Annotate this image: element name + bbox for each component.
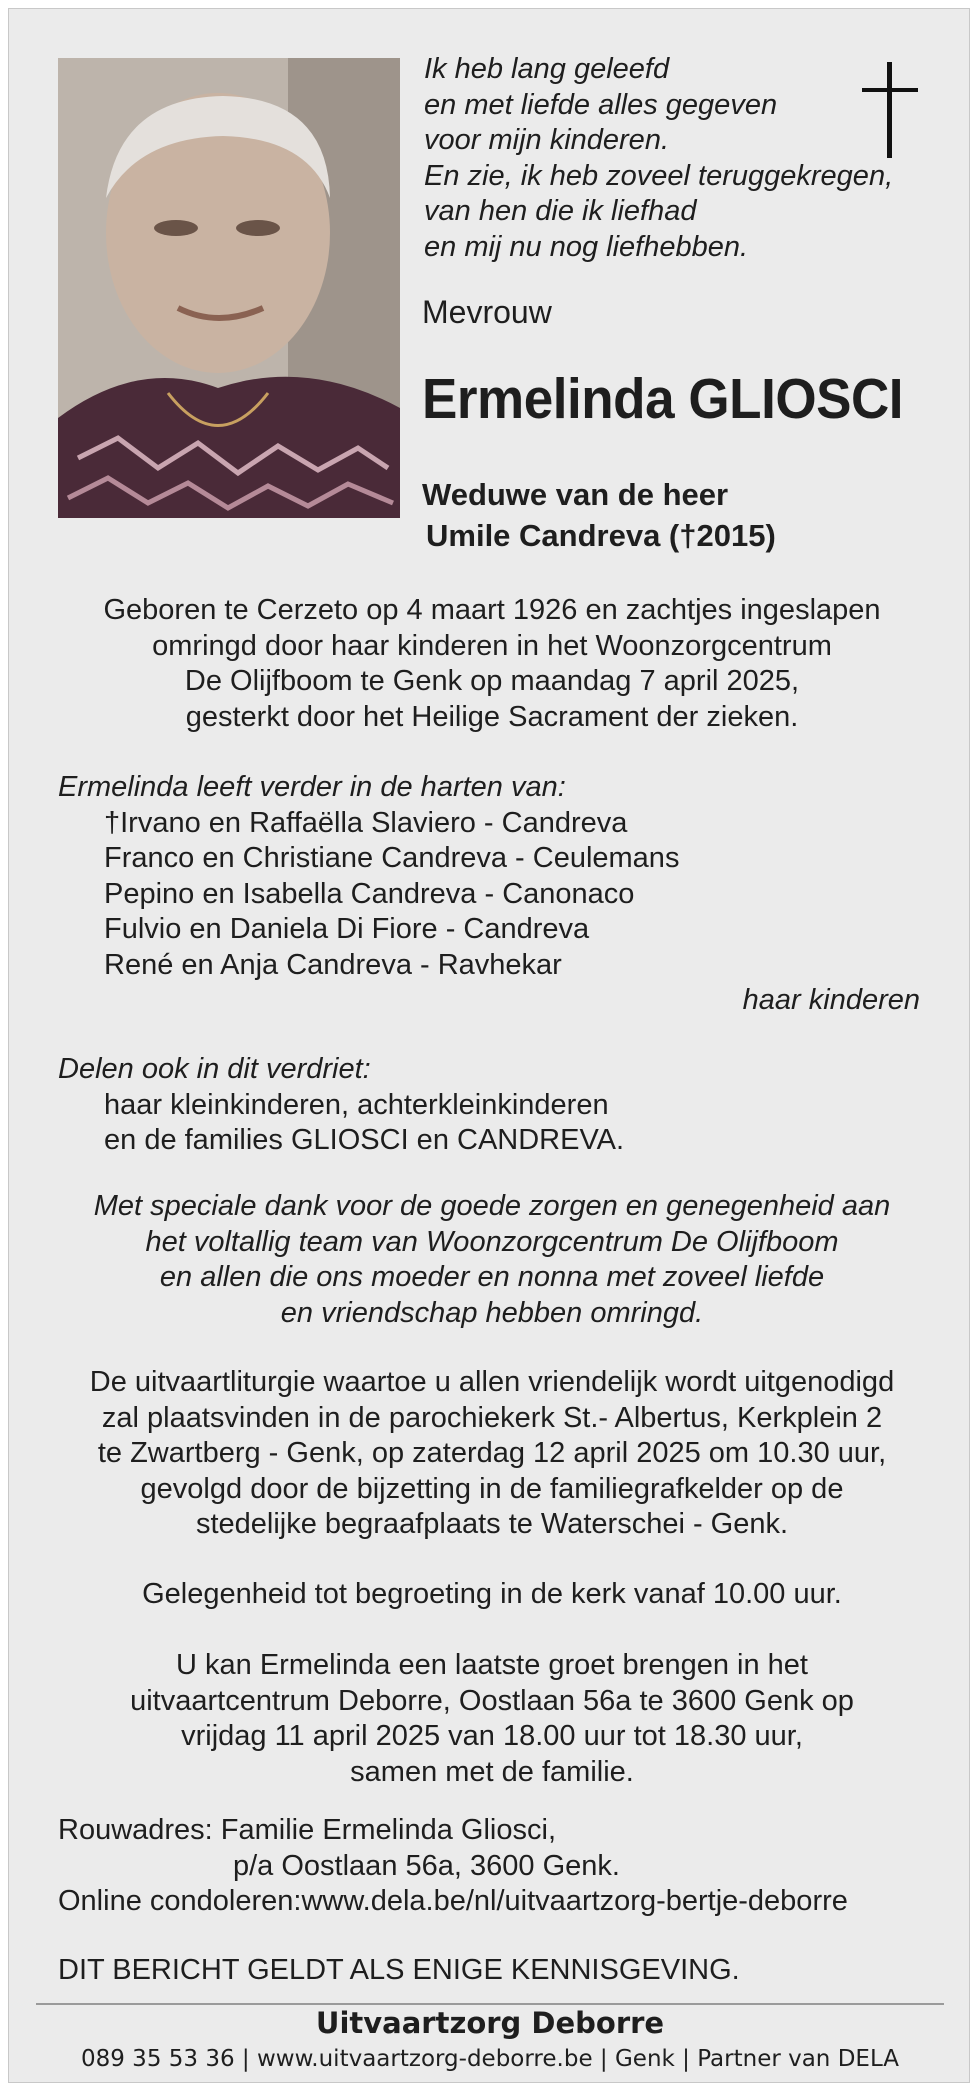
funeral-line: stedelijke begraafplaats te Waterschei - Genk.: [195, 1508, 789, 1540]
grief-line: haar kleinkinderen, achterkleinkinderen: [104, 1088, 609, 1121]
poem-line: en mij nu nog liefhebben.: [424, 230, 749, 263]
grief-intro: Delen ook in dit verdriet:: [58, 1053, 371, 1085]
thanks-line: Met speciale dank voor de goede zorgen en genegenheid aan: [93, 1190, 891, 1222]
funeral-line: gevolgd door de bijzetting in de familiegrafkelder op de: [140, 1472, 844, 1505]
survivor-name: Franco en Christiane Candreva - Ceulemans: [104, 842, 680, 874]
funeral-company-name: Uitvaartzorg Deborre: [315, 2006, 665, 2040]
grief-section: [58, 1052, 926, 1159]
funeral-paragraph: [58, 1365, 926, 1543]
survivor-name: †Irvano en Raffaëlla Slaviero - Candreva: [104, 806, 628, 839]
poem-line: van hen die ik liefhad: [424, 195, 697, 227]
address-line: Rouwadres: Familie Ermelinda Gliosci,: [58, 1814, 556, 1846]
survivor-name: René en Anja Candreva - Ravhekar: [104, 948, 562, 981]
thanks-line: het voltallig team van Woonzorgcentrum De Olijfboom: [145, 1225, 839, 1258]
survivors-relation: haar kinderen: [742, 984, 920, 1016]
poem-line: en met liefde alles gegeven: [424, 88, 778, 121]
widow-of: [422, 474, 776, 556]
farewell-line: samen met de familie.: [350, 1755, 634, 1788]
paragraph-line: omringd door haar kinderen in het Woonzorgcentrum: [152, 629, 832, 662]
survivors-intro: Ermelinda leeft verder in de harten van:: [58, 771, 566, 803]
widow-line: Weduwe van de heer: [422, 477, 729, 512]
church-visitation: [58, 1577, 926, 1613]
paragraph-line: gesterkt door het Heilige Sacrament der zieken.: [185, 700, 799, 733]
farewell-paragraph: [58, 1648, 926, 1790]
funeral-line: De uitvaartliturgie waartoe u allen vriendelijk wordt uitgenodigd: [89, 1366, 895, 1398]
survivor-name: Pepino en Isabella Candreva - Canonaco: [104, 877, 635, 910]
poem-line: En zie, ik heb zoveel teruggekregen,: [424, 159, 894, 192]
thanks-paragraph: [58, 1189, 926, 1331]
honorific: Mevrouw: [422, 294, 552, 330]
farewell-line: vrijdag 11 april 2025 van 18.00 uur tot 18.30 uur,: [181, 1720, 803, 1752]
thanks-line: en vriendschap hebben omringd.: [280, 1296, 704, 1329]
widow-line: Umile Candreva (†2015): [426, 518, 776, 553]
funeral-line: zal plaatsvinden in de parochiekerk St.- Albertus, Kerkplein 2: [101, 1401, 883, 1434]
footer-divider: [36, 2003, 944, 2005]
survivors-section: [58, 770, 926, 1019]
poem-line: Ik heb lang geleefd: [424, 53, 670, 85]
farewell-line: U kan Ermelinda een laatste groet brengen in het: [176, 1649, 808, 1681]
birth-and-death-paragraph: [58, 593, 926, 735]
address-line: p/a Oostlaan 56a, 3600 Genk.: [233, 1849, 620, 1882]
portrait-photo: [58, 58, 400, 518]
online-condolence-link[interactable]: Online condoleren:www.dela.be/nl/uitvaartzorg-bertje-deborre: [58, 1885, 848, 1917]
deceased-name: Ermelinda GLIOSCI: [422, 367, 904, 431]
visitation-line: Gelegenheid tot begroeting in de kerk vanaf 10.00 uur.: [142, 1578, 842, 1610]
funeral-line: te Zwartberg - Genk, op zaterdag 12 april 2025 om 10.30 uur,: [97, 1437, 887, 1469]
funeral-company-contact: 089 35 53 36 | www.uitvaartzorg-deborre.be | Genk | Partner van DELA: [80, 2046, 900, 2072]
thanks-line: en allen die ons moeder en nonna met zoveel liefde: [159, 1261, 825, 1293]
paragraph-line: Geboren te Cerzeto op 4 maart 1926 en zachtjes ingeslapen: [103, 594, 881, 626]
survivor-name: Fulvio en Daniela Di Fiore - Candreva: [104, 913, 590, 945]
poem-line: voor mijn kinderen.: [424, 124, 669, 156]
grief-line: en de families GLIOSCI en CANDREVA.: [104, 1124, 625, 1156]
paragraph-line: De Olijfboom te Genk op maandag 7 april 2025,: [184, 665, 800, 697]
notice: DIT BERICHT GELDT ALS ENIGE KENNISGEVING.: [58, 1954, 740, 1986]
address-section: [58, 1813, 926, 1920]
cross-icon: [862, 62, 918, 158]
farewell-line: uitvaartcentrum Deborre, Oostlaan 56a te 3600 Genk op: [130, 1684, 854, 1717]
